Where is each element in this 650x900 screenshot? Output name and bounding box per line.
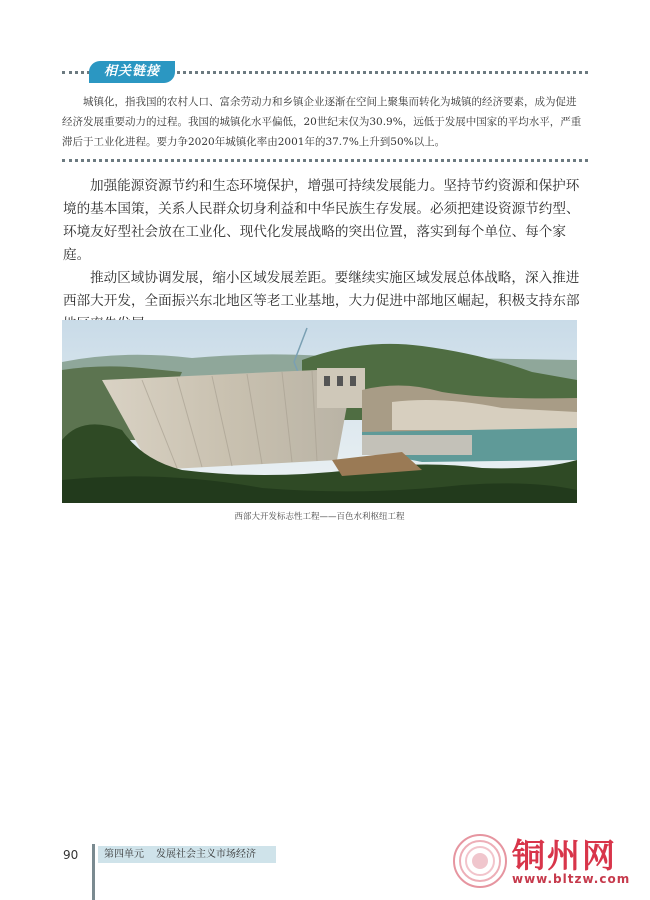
paragraph-regional: 推动区域协调发展，缩小区域发展差距。要继续实施区域发展总体战略，深入推进西部大开发，全面振兴东北地区等老工业基地，大力促进中部地区崛起，积极支持东部: [63, 270, 580, 309]
watermark-url: www.bltzw.com: [512, 872, 631, 886]
unit-number: 第四单元: [104, 849, 144, 860]
page-number: 90: [63, 848, 79, 862]
paragraph-conservation: 加强能源资源节约和生态环境保护，增强可持续发展能力。坚持节约资源和保护环境的基本国策，关系人民群众切身利益和中华民族生存发展。必须把建设资源节约型、环境友好型社会放在工业化、现代化发展战略的突出位置，落实到每个单位、每个家庭。: [63, 178, 580, 263]
footer-unit-label: [98, 846, 276, 863]
unit-title: 发展社会主义市场经济: [156, 849, 256, 860]
related-links-tag: 相关链接: [89, 61, 175, 83]
box-bottom-dotted-line: [62, 159, 588, 162]
footer-divider: [92, 844, 95, 900]
photo-caption: 西部大开发标志性工程——百色水利枢纽工程: [234, 512, 405, 522]
watermark-name: 铜州网: [512, 836, 617, 875]
dam-photo: [62, 320, 577, 503]
related-links-text: 城镇化，指我国的农村人口、富余劳动力和乡镇企业逐渐在空间上聚集而转化为城镇的经济要素，成为促进经济发展重要动力的过程。我国的城镇化水平偏低，20世纪末仅为30.9%，远低于发展中国家的平均水平，严重滞后于工业化进程。要力争2020年城镇化率由2001年的37.7%上升到50%以上。: [62, 96, 582, 148]
related-links-box: [62, 92, 582, 152]
main-text: [63, 175, 581, 336]
dam-illustration: [62, 320, 577, 503]
